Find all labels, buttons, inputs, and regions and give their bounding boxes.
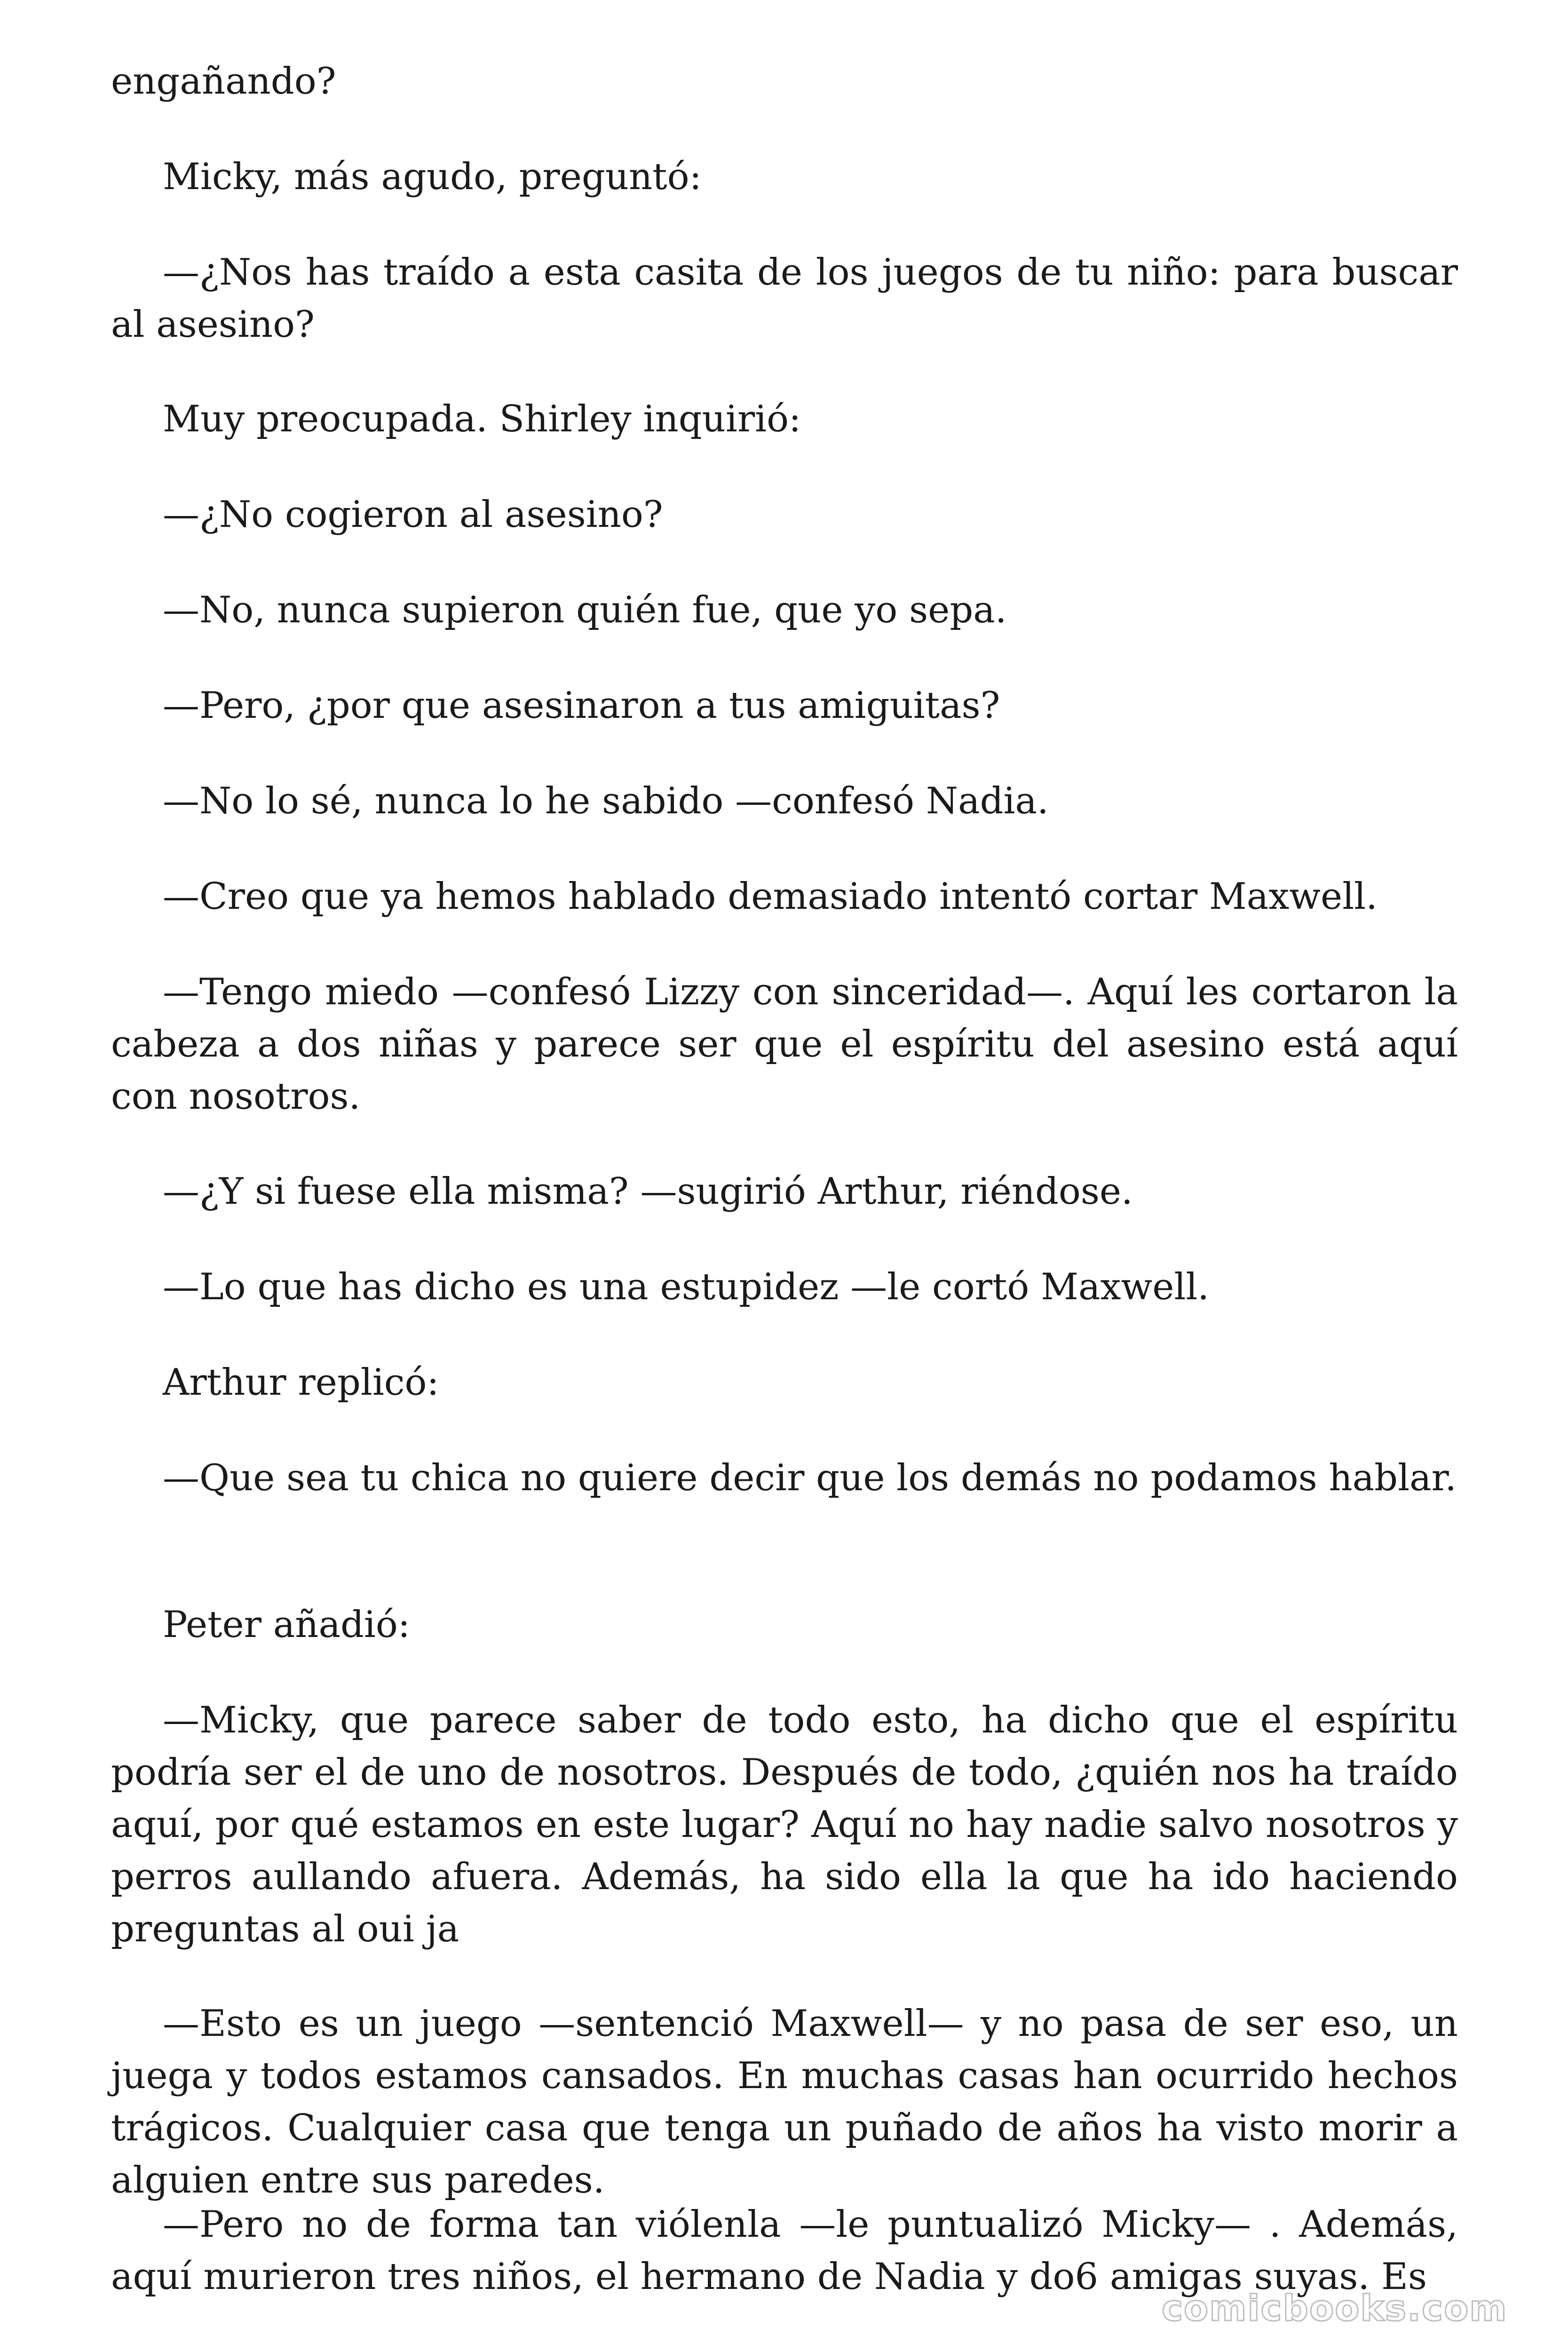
paragraph: —Micky, que parece saber de todo esto, ha dicho que el espíritu podría ser el de uno de nosotros. Después de todo, ¿quién nos ha traído aquí, por qué estamos en este lugar? Aquí no hay nadie salvo nosotros y perros aullando afuera. Además, ha sido ella la que ha ido haciendo preguntas al oui ja (111, 1699, 1458, 1950)
paragraph: —¿Y si fuese ella misma? —sugirió Arthur, riéndose. (163, 1170, 1133, 1213)
paragraph: engañando? (111, 60, 336, 103)
paragraph: —Que sea tu chica no quiere decir que los demás no podamos hablar. (163, 1457, 1457, 1499)
paragraph: —Tengo miedo —confesó Lizzy con sinceridad—. Aquí les cortaron la cabeza a dos niñas y parece ser que el espíritu del asesino está aquí con nosotros. (111, 971, 1458, 1118)
paragraph: —No, nunca supieron quién fue, que yo sepa. (163, 589, 1007, 631)
paragraph: Arthur replicó: (163, 1361, 439, 1404)
paragraph: Peter añadió: (163, 1604, 411, 1646)
book-page (111, 0, 1458, 2352)
paragraph: —Lo que has dicho es una estupidez —le cortó Maxwell. (163, 1266, 1210, 1308)
paragraph: —Pero no de forma tan viólenla —le puntualizó Micky— . Además, aquí murieron tres niños, el hermano de Nadia y do6 amigas suyas. Es (111, 2203, 1458, 2298)
watermark: comicbooks.com (1162, 2287, 1508, 2329)
paragraph: Muy preocupada. Shirley inquirió: (163, 398, 801, 440)
paragraph: —Esto es un juego —sentenció Maxwell— y no pasa de ser eso, un juega y todos estamos cansados. En muchas casas han ocurrido hechos trágicos. Cualquier casa que tenga un puñado de años ha visto morir a alguien entre sus paredes. (111, 2002, 1458, 2201)
paragraph: —Creo que ya hemos hablado demasiado intentó cortar Maxwell. (163, 875, 1378, 918)
paragraph: —¿Nos has traído a esta casita de los juegos de tu niño: para buscar al asesino? (111, 251, 1458, 346)
paragraph: Micky, más agudo, preguntó: (163, 156, 702, 198)
paragraph: —Pero, ¿por que asesinaron a tus amiguitas? (163, 684, 1000, 727)
paragraph: —No lo sé, nunca lo he sabido —confesó Nadia. (163, 780, 1049, 822)
paragraph: —¿No cogieron al asesino? (163, 493, 663, 536)
